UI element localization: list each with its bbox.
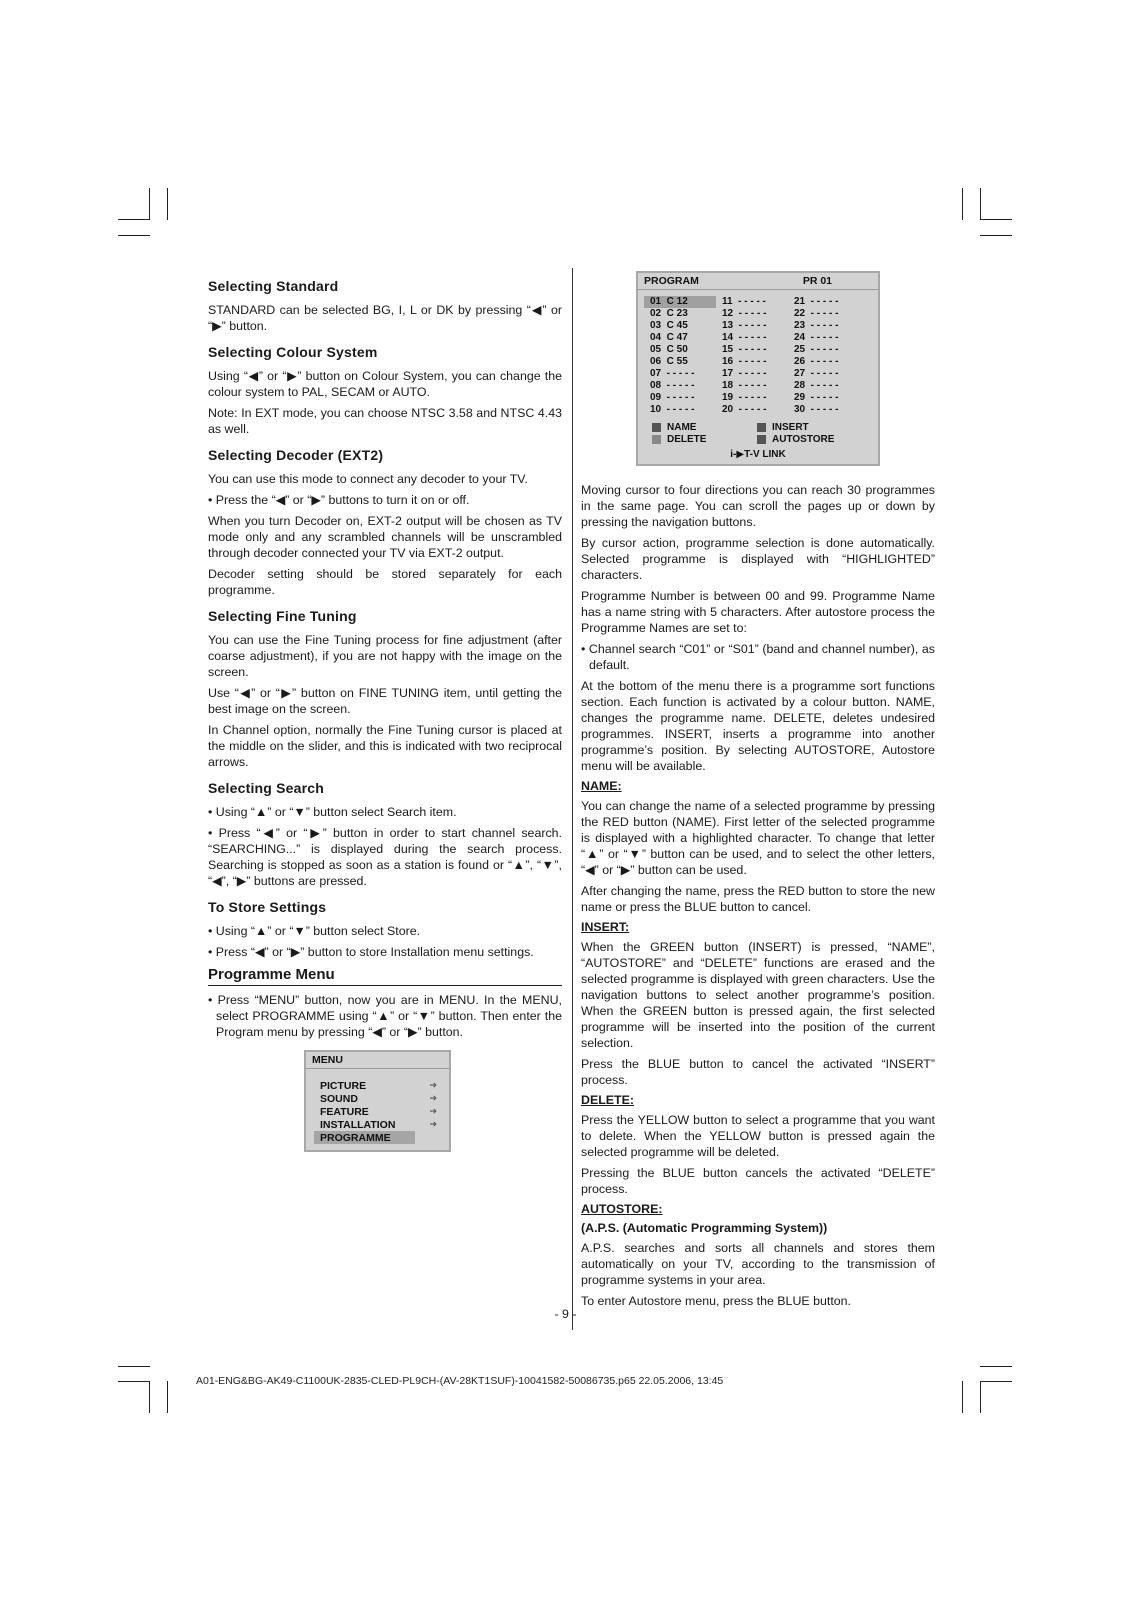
bullet: • Press “◀” or “▶” button to store Installation menu settings. xyxy=(208,945,534,959)
program-slot[interactable]: 16 - - - - - xyxy=(722,356,767,367)
program-slot[interactable]: 10 - - - - - xyxy=(650,404,695,415)
fn-autostore[interactable]: AUTOSTORE xyxy=(757,434,867,445)
paragraph: You can use the Fine Tuning process for fine adjustment (after coarse adjustment), if you are not happy with the image on the screen. xyxy=(208,633,562,679)
program-osd xyxy=(636,271,880,466)
print-footer: A01-ENG&BG-AK49-C1100UK-2835-CLED-PL9CH-(AV-28KT1SUF)-10041582-50086735.p65 22.05.2006, 13:45 xyxy=(196,1375,724,1387)
paragraph: Moving cursor to four directions you can reach 30 programmes in the same page. You can scroll the pages up or down by pressing the navigation buttons. xyxy=(581,483,935,529)
program-slot[interactable]: 09 - - - - - xyxy=(650,392,695,403)
tv-link[interactable]: i-▶T-V LINK xyxy=(730,449,786,460)
paragraph: Programme Number is between 00 and 99. Programme Name has a name string with 5 characters. After autostore process the Programme Names are set to: xyxy=(581,589,935,635)
paragraph: You can use this mode to connect any decoder to your TV. xyxy=(208,472,528,486)
arrow-right-icon: ➔ xyxy=(429,1093,437,1103)
page-number: - 9 - xyxy=(554,1307,577,1321)
crop-mark xyxy=(962,188,963,220)
crop-mark xyxy=(980,1366,1012,1367)
arrow-right-icon: ➔ xyxy=(429,1080,437,1090)
heading-search: Selecting Search xyxy=(208,780,325,796)
program-slot[interactable]: 20 - - - - - xyxy=(722,404,767,415)
crop-mark xyxy=(167,188,168,220)
right-column xyxy=(581,271,935,1314)
crop-mark xyxy=(118,219,150,220)
program-slot[interactable]: 23 - - - - - xyxy=(794,320,839,331)
crop-mark xyxy=(980,219,1012,220)
paragraph: When you turn Decoder on, EXT-2 output will be chosen as TV mode only and any scrambled channels will be unscrambled through decoder connected your TV via EXT-2 output. xyxy=(208,514,562,560)
program-slot[interactable]: 27 - - - - - xyxy=(794,368,839,379)
paragraph: STANDARD can be selected BG, I, L or DK by pressing “◀” or “▶” button. xyxy=(208,303,562,333)
paragraph: Using “◀” or “▶” button on Colour System, you can change the colour system to PAL, SECAM or AUTO. xyxy=(208,369,562,399)
paragraph: By cursor action, programme selection is done automatically. Selected programme is displayed with “HIGHLIGHTED” characters. xyxy=(581,536,935,582)
crop-mark xyxy=(980,1381,981,1413)
paragraph: In Channel option, normally the Fine Tuning cursor is placed at the middle on the slider, and this is indicated with two reciprocal arrows. xyxy=(208,723,562,769)
crop-mark xyxy=(167,1381,168,1413)
program-slot[interactable]: 03 C 45 xyxy=(650,320,688,331)
left-column xyxy=(208,268,562,1152)
crop-mark xyxy=(980,235,1012,236)
column-divider xyxy=(572,268,573,1330)
program-slot[interactable]: 30 - - - - - xyxy=(794,404,839,415)
green-key-icon xyxy=(757,423,766,432)
program-number: PR 01 xyxy=(802,275,832,287)
program-slot[interactable]: 26 - - - - - xyxy=(794,356,839,367)
program-slot[interactable]: 12 - - - - - xyxy=(722,308,767,319)
program-slot[interactable]: 29 - - - - - xyxy=(794,392,839,403)
program-slot[interactable]: 05 C 50 xyxy=(650,344,688,355)
program-slot[interactable]: 18 - - - - - xyxy=(722,380,767,391)
fn-name[interactable]: NAME xyxy=(652,422,757,433)
program-slot[interactable]: 06 C 55 xyxy=(650,356,688,367)
paragraph: Press the BLUE button to cancel the activated “INSERT” process. xyxy=(581,1057,935,1087)
arrow-right-icon: ➔ xyxy=(429,1106,437,1116)
program-slot[interactable]: 22 - - - - - xyxy=(794,308,839,319)
bullet: • Channel search “C01” or “S01” (band and channel number), as default. xyxy=(581,642,935,672)
program-slot[interactable]: 13 - - - - - xyxy=(722,320,767,331)
heading-store-settings: To Store Settings xyxy=(208,899,327,915)
paragraph: A.P.S. searches and sorts all channels and stores them automatically on your TV, according to the transmission of programme systems in your area. xyxy=(581,1241,935,1287)
program-slot[interactable]: 07 - - - - - xyxy=(650,368,695,379)
menu-item-picture[interactable]: PICTURE ➔ xyxy=(320,1079,437,1092)
heading-autostore: AUTOSTORE: xyxy=(581,1202,663,1216)
bullet: • Press “◀” or “▶” button in order to start channel search. “SEARCHING...” is displayed during the search process. Searching is stopped as soon as a station is found or “▲”, “▼”, “◀”, “▶” buttons are pressed. xyxy=(208,826,562,888)
program-functions xyxy=(652,422,878,445)
bullet: • Press “MENU” button, now you are in MENU. In the MENU, select PROGRAMME using “▲” or “▼” button. Then enter the Program menu by pressing “◀” or “▶” button. xyxy=(208,993,562,1039)
bullet: • Using “▲” or “▼” button select Search item. xyxy=(208,805,457,819)
red-key-icon xyxy=(652,423,661,432)
crop-mark xyxy=(980,1381,1012,1382)
program-slot[interactable]: 11 - - - - - xyxy=(722,296,766,307)
paragraph: Use “◀” or “▶” button on FINE TUNING item, until getting the best image on the screen. xyxy=(208,686,562,716)
program-slot[interactable]: 14 - - - - - xyxy=(722,332,767,343)
program-slot[interactable]: 25 - - - - - xyxy=(794,344,839,355)
heading-decoder: Selecting Decoder (EXT2) xyxy=(208,447,384,463)
arrow-right-icon: ➔ xyxy=(429,1119,437,1129)
subheading-aps: (A.P.S. (Automatic Programming System)) xyxy=(581,1221,828,1235)
menu-item-feature[interactable]: FEATURE ➔ xyxy=(320,1105,437,1118)
program-slot[interactable]: 19 - - - - - xyxy=(722,392,767,403)
note: Note: In EXT mode, you can choose NTSC 3.58 and NTSC 4.43 as well. xyxy=(208,406,562,436)
menu-item-installation[interactable]: INSTALLATION ➔ xyxy=(320,1118,437,1131)
fn-insert[interactable]: INSERT xyxy=(757,422,867,433)
menu-item-programme[interactable]: PROGRAMME xyxy=(314,1131,415,1144)
crop-mark xyxy=(118,235,150,236)
crop-mark xyxy=(118,1366,150,1367)
program-slot[interactable]: 15 - - - - - xyxy=(722,344,767,355)
fn-delete[interactable]: DELETE xyxy=(652,434,757,445)
heading-selecting-standard: Selecting Standard xyxy=(208,278,339,294)
bullet: • Using “▲” or “▼” button select Store. xyxy=(208,924,421,938)
program-slot[interactable]: 28 - - - - - xyxy=(794,380,839,391)
paragraph: After changing the name, press the RED button to store the new name or press the BLUE button to cancel. xyxy=(581,884,935,914)
heading-name: NAME: xyxy=(581,779,622,793)
program-slot[interactable]: 17 - - - - - xyxy=(722,368,767,379)
heading-delete: DELETE: xyxy=(581,1093,635,1107)
paragraph: When the GREEN button (INSERT) is pressed, “NAME”, “AUTOSTORE” and “DELETE” functions are erased and the selected programme is displayed with green characters. Use the navigation buttons to select another programme’s position. When the GREEN button is pressed again, the first selected programme will be inserted into the position of the current selection. xyxy=(581,940,935,1050)
heading-colour-system: Selecting Colour System xyxy=(208,344,378,360)
program-slot[interactable]: 21 - - - - - xyxy=(794,296,839,307)
menu-osd-title: MENU xyxy=(306,1052,449,1069)
program-slot[interactable]: 08 - - - - - xyxy=(650,380,695,391)
blue-key-icon xyxy=(757,435,766,444)
paragraph: Pressing the BLUE button cancels the activated “DELETE” process. xyxy=(581,1166,935,1196)
program-osd-title: PROGRAM PR 01 xyxy=(638,273,878,290)
yellow-key-icon xyxy=(652,435,661,444)
crop-mark xyxy=(962,1381,963,1413)
menu-item-sound[interactable]: SOUND ➔ xyxy=(320,1092,437,1105)
program-slot[interactable]: 04 C 47 xyxy=(650,332,688,343)
program-slot[interactable]: 01 C 12 xyxy=(644,296,716,308)
crop-mark xyxy=(149,188,150,220)
crop-mark xyxy=(118,1381,150,1382)
program-slot[interactable]: 02 C 23 xyxy=(650,308,688,319)
paragraph: To enter Autostore menu, press the BLUE button. xyxy=(581,1294,851,1308)
bullet: • Press the “◀” or “▶” buttons to turn it on or off. xyxy=(208,493,470,507)
paragraph: You can change the name of a selected programme by pressing the RED button (NAME). First letter of the selected programme is displayed with a highlighted character. To change that letter “▲” or “▼” button can be used, and to select the other letters, “◀” or “▶” button can be used. xyxy=(581,799,935,877)
crop-mark xyxy=(149,1381,150,1413)
heading-insert: INSERT: xyxy=(581,920,630,934)
paragraph: Press the YELLOW button to select a programme that you want to delete. When the YELLOW button is pressed again the selected programme will be deleted. xyxy=(581,1113,935,1159)
program-grid xyxy=(638,290,878,416)
crop-mark xyxy=(980,188,981,220)
menu-osd xyxy=(304,1050,451,1152)
program-slot[interactable]: 24 - - - - - xyxy=(794,332,839,343)
heading-programme-menu: Programme Menu xyxy=(208,966,562,986)
heading-fine-tuning: Selecting Fine Tuning xyxy=(208,608,357,624)
paragraph: At the bottom of the menu there is a programme sort functions section. Each function is activated by a colour button. NAME, changes the programme name. DELETE, deletes undesired programmes. INSERT, inserts a programme into another programme’s position. By selecting AUTOSTORE, Autostore menu will be available. xyxy=(581,679,935,773)
paragraph: Decoder setting should be stored separately for each programme. xyxy=(208,567,562,597)
